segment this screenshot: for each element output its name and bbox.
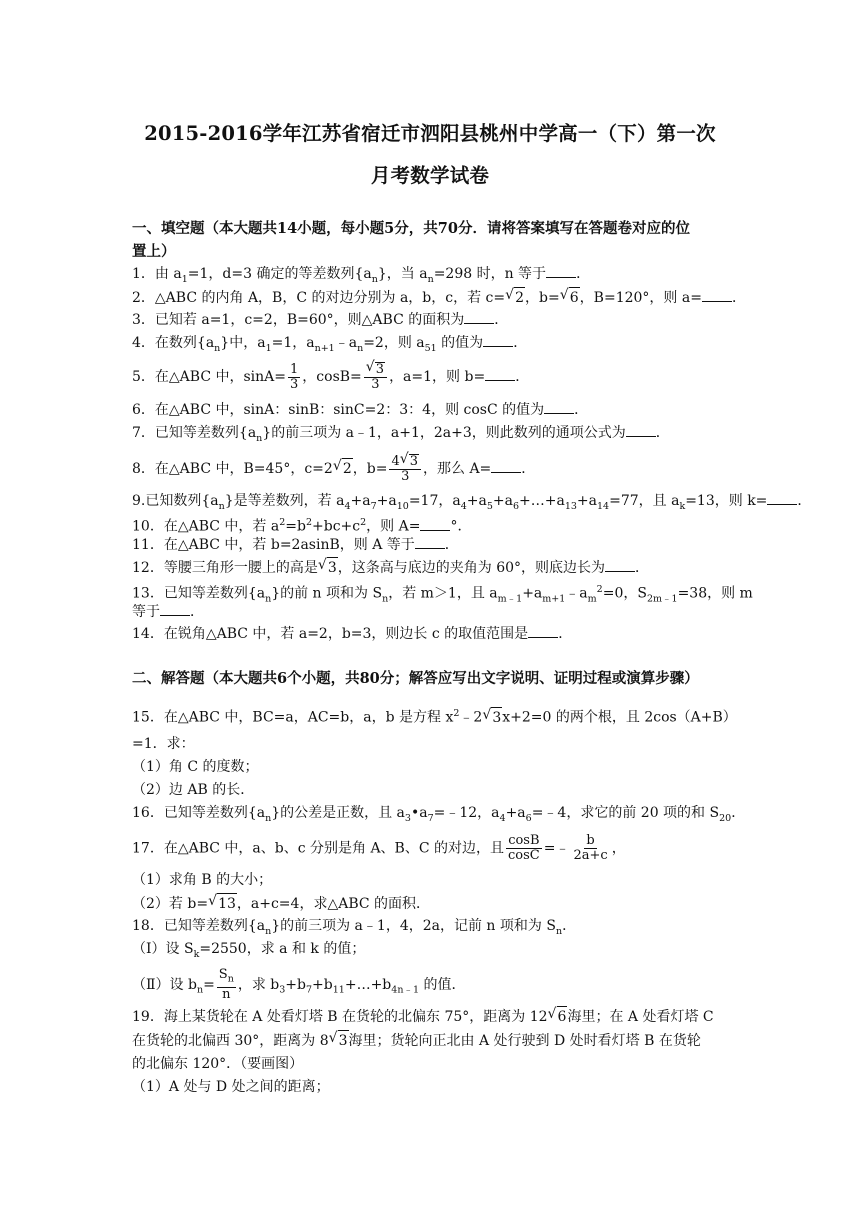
- question-9: 9.已知数列$\{a_n\}$是等差数列，若 $a_4+a_7+a_{10}=17$，$a_4+a_5+a_6+\dots+a_{13}+a_{14}=77$，且 $a_k=13$，则 k= ．: [132, 493, 812, 512]
- question-8: 8．在△ABC 中，B=45°，c=2√ 2，b= $\frac{4√ 3}{3}$ ，那么 A= ．: [132, 454, 732, 484]
- question-19-line-1: 19．海上某货轮在 A 处看灯塔 B 在货轮的北偏东 75°，距离为 12√ 6海里；在 A 处看灯塔 C: [132, 1006, 732, 1027]
- question-7: 7．已知等差数列$\{a_n\}$的前三项为 a﹣1，a+1，2a+3，则此数列的通项公式为 ．: [132, 425, 670, 444]
- question-15-line-1: 15．在△ABC 中，BC=a，AC=b，a，b 是方程 $x^2﹣2√$ 3x+2=0 的两个根，且 2cos（A+B）: [132, 704, 732, 728]
- question-17-part-2: （2）若 b=√ 13，a+c=4，求△ABC 的面积．: [132, 893, 732, 914]
- question-15-part-1: （1）角 C 的度数；: [132, 759, 259, 775]
- title-line-1: 2015-2016学年江苏省宿迁市泗阳县桃州中学高一（下）第一次: [144, 122, 716, 145]
- question-17: 17．在△ABC 中，a、b、c 分别是角 A、B、C 的对边，且 $\frac{\cos B}{\cos C}$ =﹣ $\frac{b}{2a+c}$ ，: [132, 833, 626, 863]
- question-18: 18．已知等差数列$\{a_n\}$的前三项为 a﹣1，4，2a，记前 n 项和为 $S_n$．: [132, 918, 577, 937]
- question-17-part-1: （1）求角 B 的大小；: [132, 872, 273, 888]
- question-3: 3．已知若 a=1，c=2，B=60°，则△ABC 的面积为 ．: [132, 312, 509, 328]
- section-1-heading-line-2: 置上）: [132, 243, 176, 260]
- question-1: 1．由 $a_1=1$，d=3 确定的等差数列$\{a_n\}$，当 $a_n=298$ 时，n 等于 ．: [132, 266, 591, 285]
- question-5: 5．在△ABC 中，sinA= $\frac{1}{3}$ ，cosB= √ $\frac{3}{3}$ ，a=1，则 b= ．: [132, 362, 732, 392]
- question-15-part-2: （2）边 AB 的长．: [132, 782, 255, 798]
- question-2: 2．△ABC 的内角 A，B，C 的对边分别为 a，b，c，若 c=√ 2，b=√ 6，B=120°，则 a= ．: [132, 287, 732, 308]
- section-1-heading-line-1: 一、填空题（本大题共14小题，每小题5分，共70分．请将答案填写在答题卷对应的位: [132, 220, 690, 237]
- question-12: 12．等腰三角形一腰上的高是√ 3，这条高与底边的夹角为 60°，则底边长为 ．: [132, 557, 732, 578]
- question-13-line-1: 13．已知等差数列$\{a_n\}$的前 n 项和为 $S_n$，若 m＞1，且 $a_{m﹣1}+a_{m+1}﹣a_m^2=0$，$S_{2m﹣1}=38$，则 m: [132, 584, 753, 605]
- question-18-part-2: （Ⅱ）设 $b_n=$ $\frac{S_n}{n}$ ，求 $b_3+b_7+b_{11}+\dots+b_{4n﹣1}$ 的值．: [132, 967, 466, 1002]
- question-14: 14．在锐角△ABC 中，若 a=2，b=3，则边长 c 的取值范围是 ．: [132, 626, 573, 642]
- question-18-part-1: （Ⅰ）设 $S_k=2550$，求 a 和 k 的值；: [132, 941, 366, 960]
- question-13-line-2: 等于 ．: [132, 604, 204, 620]
- question-11: 11．在△ABC 中，若 b=2asinB，则 A 等于 ．: [132, 537, 459, 553]
- question-10: 10．在△ABC 中，若 $a^2=b^2+bc+c^2$，则 A= °．: [132, 517, 472, 535]
- question-19-part-1: （1）A 处与 D 处之间的距离；: [132, 1079, 330, 1095]
- question-4: 4．在数列$\{a_n\}$中，$a_1=1$，$a_{n+1}﹣a_n=2$，则 $a_{51}$ 的值为 ．: [132, 335, 528, 354]
- question-19-line-2: 在货轮的北偏西 30°，距离为 8√ 3海里；货轮向正北由 A 处行驶到 D 处时看灯塔 B 在货轮: [132, 1030, 732, 1051]
- question-15-line-2: =1．求：: [132, 736, 195, 752]
- title-line-2: 月考数学试卷: [370, 164, 490, 187]
- question-16: 16．已知等差数列$\{a_n\}$的公差是正数，且 $a_3•a_7=﹣12$，$a_4+a_6=﹣4$，求它的前 20 项的和 $S_{20}$．: [132, 805, 746, 824]
- question-6: 6．在△ABC 中，sinA：sinB：sinC=2：3：4，则 cosC 的值为 ．: [132, 402, 589, 418]
- section-2-heading: 二、解答题（本大题共6个小题，共80分；解答应写出文字说明、证明过程或演算步骤）: [132, 670, 699, 687]
- question-19-line-3: 的北偏东 120°．（要画图）: [132, 1056, 304, 1072]
